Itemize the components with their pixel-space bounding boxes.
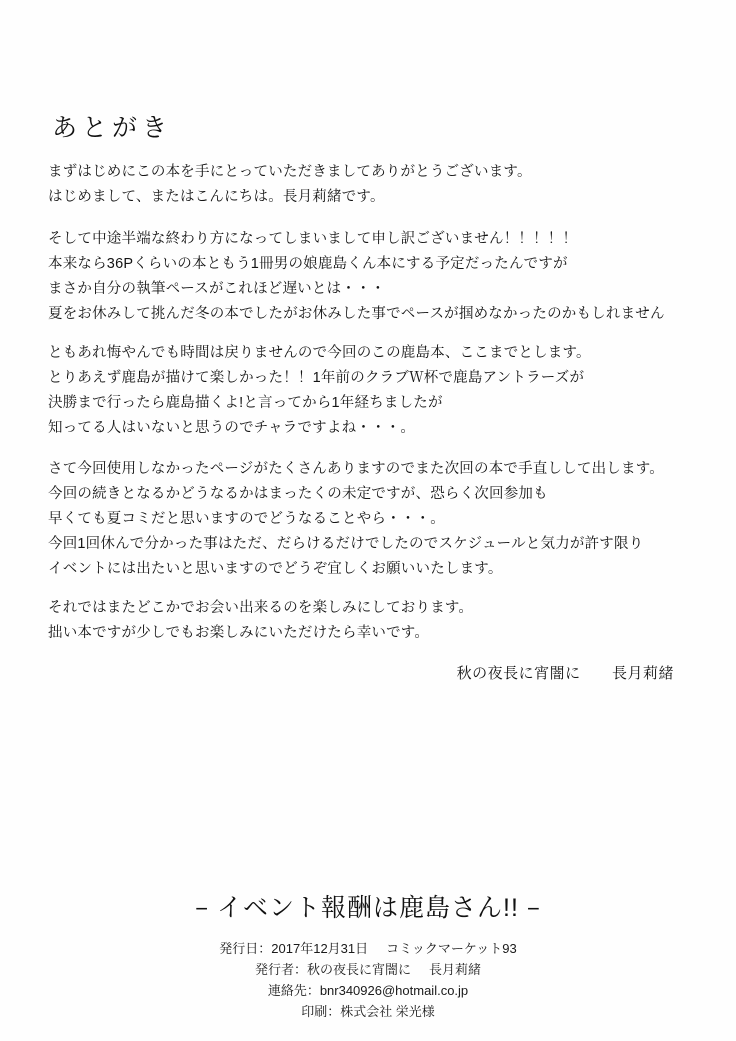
colophon-row-date: [0, 938, 736, 959]
signature-author: 長月莉緒: [611, 665, 674, 682]
colophon-row-publisher: [0, 959, 736, 980]
signature-phrase: 秋の夜長に宵闇に: [456, 665, 581, 682]
afterword-paragraph-4: [48, 457, 698, 582]
title-dash-right: −: [526, 896, 541, 921]
publish-date: 発行日：2017年12月31日: [219, 941, 369, 956]
publisher-name: 長月莉緒: [429, 962, 482, 977]
afterword-line: さて今回使用しなかったページがたくさんありますのでまた次回の本で手直しして出します。: [48, 461, 664, 477]
title-text: イベント報酬は鹿島さん!!: [217, 894, 519, 922]
afterword-line: 今回1回休んで分かった事はただ、だらけるだけでしたのでスケジュールと気力が許す限り: [48, 536, 644, 552]
colophon: [0, 938, 736, 1022]
afterword-line: そして中途半端な終わり方になってしまいまして申し訳ございません！！！！！: [48, 231, 578, 247]
afterword-heading: あとがき: [52, 114, 173, 142]
afterword-paragraph-2: [48, 227, 698, 327]
publisher: 発行者：秋の夜長に宵闇に: [254, 962, 411, 977]
afterword-line: はじめまして、またはこんにちは。長月莉緒です。: [48, 189, 385, 205]
signature: [457, 662, 674, 683]
afterword-line: 早くても夏コミだと思いますのでどうなることやら・・・。: [48, 511, 445, 527]
afterword-line: 今回の続きとなるかどうなるかはまったくの未定ですが、恐らく次回参加も: [48, 486, 548, 502]
afterword-line: まさか自分の執筆ペースがこれほど遅いとは・・・: [48, 281, 386, 297]
colophon-row-contact: [0, 980, 736, 1001]
afterword-line: イベントには出たいと思いますのでどうぞ宜しくお願いいたします。: [48, 561, 503, 577]
book-title: [0, 888, 736, 924]
printer: 印刷：株式会社 栄光様: [301, 1004, 435, 1019]
afterword-line: ともあれ悔やんでも時間は戻りませんので今回のこの鹿島本、ここまでとします。: [48, 345, 591, 361]
afterword-line: とりあえず鹿島が描けて楽しかった！！1年前のクラブＷ杯で鹿島アントラーズが: [48, 370, 585, 386]
afterword-line: それではまたどこかでお会い出来るのを楽しみにしております。: [48, 600, 474, 616]
title-dash-left: −: [195, 896, 210, 921]
event-name: コミックマーケット93: [386, 941, 517, 956]
afterword-line: 決勝まで行ったら鹿島描くよ!と言ってから1年経ちましたが: [48, 395, 443, 411]
afterword-line: 拙い本ですが少しでもお楽しみにいただけたら幸いです。: [48, 625, 430, 641]
afterword-paragraph-1: [48, 160, 698, 210]
afterword-paragraph-3: [48, 341, 698, 441]
afterword-line: 知ってる人はいないと思うのでチャラですよね・・・。: [48, 420, 416, 436]
afterword-paragraph-5: [48, 596, 698, 646]
afterword-line: 本来なら36Pくらいの本ともう1冊男の娘鹿島くん本にする予定だったんですが: [48, 256, 568, 272]
afterword-line: まずはじめにこの本を手にとっていただきましてありがとうございます。: [48, 164, 532, 180]
contact-email: 連絡先：bnr340926@hotmail.co.jp: [267, 983, 469, 998]
afterword-line: 夏をお休みして挑んだ冬の本でしたがお休みした事でペースが掴めなかったのかもしれません: [48, 306, 665, 322]
colophon-row-printer: [0, 1001, 736, 1022]
